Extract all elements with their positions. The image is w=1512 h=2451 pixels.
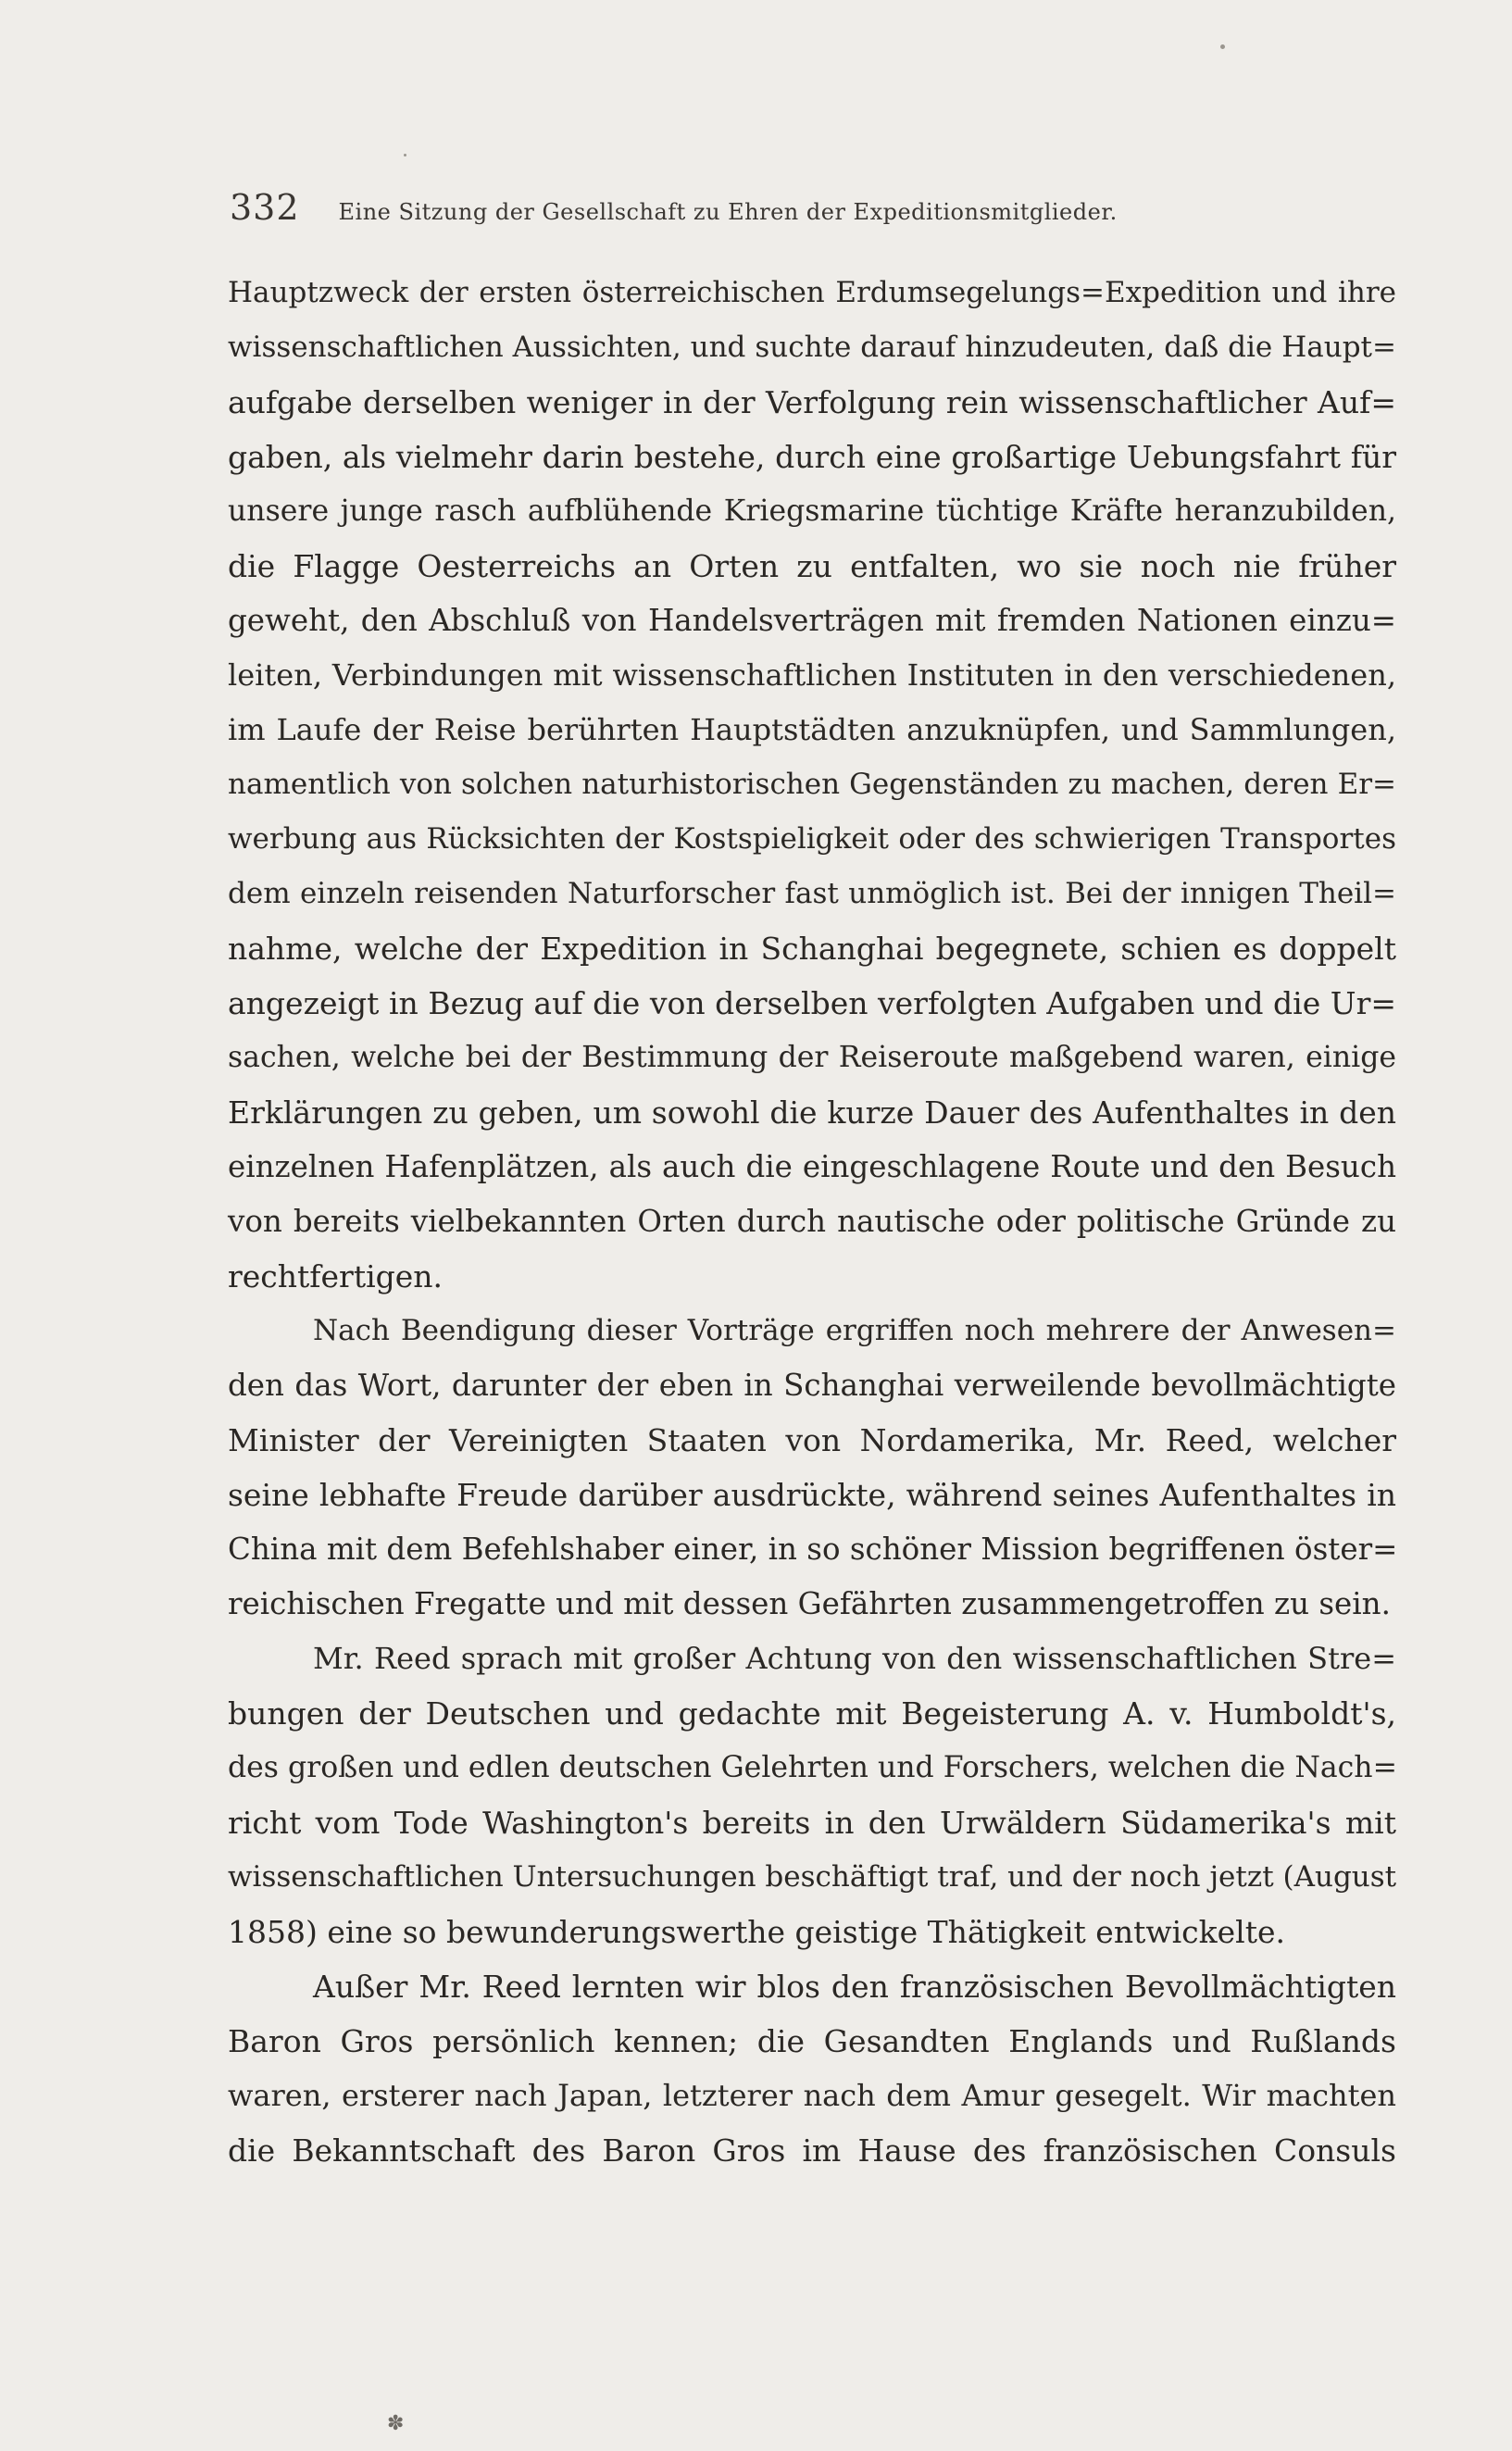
text-line: wissenschaftlichen Untersuchungen beschäftigt traf, und der noch jetzt (August (228, 1860, 1397, 1894)
running-head: Eine Sitzung der Gesellschaft zu Ehren der Expeditionsmitglieder. (338, 199, 1118, 225)
paper-speck (404, 154, 406, 156)
text-line: nahme, welche der Expedition in Schanghai begegnete, schien es doppelt (228, 931, 1396, 967)
text-line: von bereits vielbekannten Orten durch nautische oder politische Gründe zu (228, 1204, 1396, 1239)
text-line: gaben, als vielmehr darin bestehe, durch eine großartige Uebungsfahrt für (228, 439, 1396, 475)
text-line: rechtfertigen. (228, 1258, 444, 1294)
text-line: des großen und edlen deutschen Gelehrten und Forschers, welchen die Nach= (228, 1751, 1397, 1784)
text-line: Baron Gros persönlich kennen; die Gesandten Englands und Rußlands (228, 2023, 1396, 2059)
text-line: reichischen Fregatte und mit dessen Gefährten zusammengetroffen zu sein. (228, 1586, 1391, 1621)
text-line: Hauptzweck der ersten österreichischen Erdumsegelungs=Expedition und ihre (228, 276, 1396, 309)
page-header (230, 187, 1211, 243)
page-number: 332 (230, 187, 300, 228)
text-line: 1858) eine so bewunderungswerthe geistige Thätigkeit entwickelte. (228, 1914, 1285, 1950)
text-line: China mit dem Befehlshaber einer, in so schöner Mission begriffenen öster= (228, 1532, 1398, 1567)
text-line: Mr. Reed sprach mit großer Achtung von den wissenschaftlichen Stre= (313, 1641, 1396, 1676)
text-line: einzelnen Hafenplätzen, als auch die eingeschlagene Route und den Besuch (228, 1149, 1396, 1184)
text-line: Nach Beendigung dieser Vorträge ergriffen noch mehrere der Anwesen= (313, 1314, 1396, 1347)
printer-ornament: ✽ (387, 2412, 405, 2435)
text-line: geweht, den Abschluß von Handelsverträgen mit fremden Nationen einzu= (228, 603, 1396, 638)
text-line: namentlich von solchen naturhistorischen Gegenständen zu machen, deren Er= (228, 768, 1396, 801)
text-line: Außer Mr. Reed lernten wir blos den französischen Bevollmächtigten (313, 1969, 1396, 2005)
text-line: bungen der Deutschen und gedachte mit Begeisterung A. v. Humboldt's, (228, 1695, 1396, 1732)
text-line: im Laufe der Reise berührten Hauptstädten anzuknüpfen, und Sammlungen, (228, 712, 1396, 747)
text-line: unsere junge rasch aufblühende Kriegsmarine tüchtige Kräfte heranzubilden, (228, 494, 1396, 528)
body-text (228, 266, 1396, 2178)
text-line: Minister der Vereinigten Staaten von Nordamerika, Mr. Reed, welcher (228, 1422, 1396, 1458)
text-line: den das Wort, darunter der eben in Schanghai verweilende bevollmächtigte (228, 1368, 1396, 1403)
paper-speck (1220, 44, 1225, 49)
text-line: seine lebhafte Freude darüber ausdrückte, während seines Aufenthaltes in (228, 1477, 1396, 1513)
text-line: sachen, welche bei der Bestimmung der Reiseroute maßgebend waren, einige (228, 1041, 1396, 1074)
text-line: dem einzeln reisenden Naturforscher fast unmöglich ist. Bei der innigen Theil= (228, 877, 1396, 910)
text-line: richt vom Tode Washington's bereits in den Urwäldern Südamerika's mit (228, 1805, 1396, 1841)
text-line: leiten, Verbindungen mit wissenschaftlichen Instituten in den verschiedenen, (228, 657, 1396, 693)
text-line: Erklärungen zu geben, um sowohl die kurze Dauer des Aufenthaltes in den (228, 1094, 1396, 1131)
text-line: die Flagge Oesterreichs an Orten zu entfalten, wo sie noch nie früher (228, 548, 1396, 584)
text-line: waren, ersterer nach Japan, letzterer nach dem Amur gesegelt. Wir machten (228, 2078, 1396, 2113)
text-line: angezeigt in Bezug auf die von derselben verfolgten Aufgaben und die Ur= (228, 985, 1396, 1021)
text-line: werbung aus Rücksichten der Kostspieligkeit oder des schwierigen Transportes (228, 822, 1396, 856)
text-line: aufgabe derselben weniger in der Verfolgung rein wissenschaftlicher Auf= (228, 384, 1396, 420)
text-line: wissenschaftlichen Aussichten, und suchte darauf hinzudeuten, daß die Haupt= (228, 331, 1396, 364)
text-line: die Bekanntschaft des Baron Gros im Hause des französischen Consuls (228, 2132, 1396, 2169)
